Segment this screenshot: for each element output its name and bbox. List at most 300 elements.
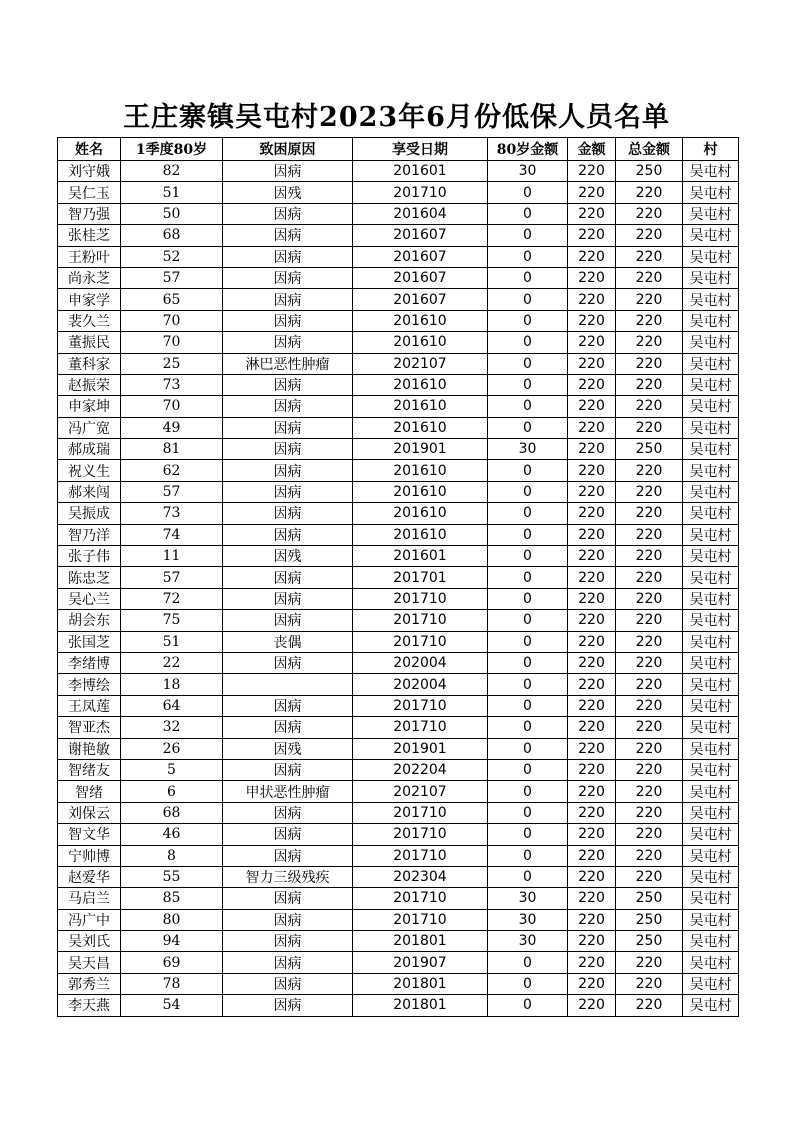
start-date-cell: 201710 — [353, 888, 488, 909]
name-cell: 陈忠芝 — [58, 567, 121, 588]
header-start-date: 享受日期 — [353, 138, 488, 161]
reason-cell: 因病 — [223, 931, 353, 952]
table-row — [58, 203, 739, 224]
amount-cell: 220 — [568, 503, 616, 524]
start-date-cell: 201710 — [353, 845, 488, 866]
village-cell: 吴屯村 — [683, 460, 739, 481]
amount-cell: 220 — [568, 203, 616, 224]
table-row — [58, 781, 739, 802]
reason-cell: 因病 — [223, 503, 353, 524]
name-cell: 吴心兰 — [58, 588, 121, 609]
village-cell: 吴屯村 — [683, 503, 739, 524]
village-cell: 吴屯村 — [683, 759, 739, 780]
name-cell: 郝成瑞 — [58, 439, 121, 460]
village-cell: 吴屯村 — [683, 888, 739, 909]
amount-cell: 220 — [568, 610, 616, 631]
total-cell: 220 — [616, 952, 683, 973]
start-date-cell: 201607 — [353, 289, 488, 310]
village-cell: 吴屯村 — [683, 310, 739, 331]
eighty-amount-cell: 30 — [488, 161, 568, 182]
table-row — [58, 439, 739, 460]
amount-cell: 220 — [568, 952, 616, 973]
total-cell: 220 — [616, 631, 683, 652]
amount-cell: 220 — [568, 182, 616, 203]
eighty-amount-cell: 0 — [488, 203, 568, 224]
eighty-amount-cell: 30 — [488, 909, 568, 930]
name-cell: 吴刘氏 — [58, 931, 121, 952]
eighty-amount-cell: 0 — [488, 396, 568, 417]
eighty-amount-cell: 0 — [488, 225, 568, 246]
table-row — [58, 524, 739, 545]
reason-cell: 丧偶 — [223, 631, 353, 652]
table-row — [58, 952, 739, 973]
total-cell: 220 — [616, 374, 683, 395]
start-date-cell: 201801 — [353, 973, 488, 994]
table-row — [58, 759, 739, 780]
start-date-cell: 201610 — [353, 417, 488, 438]
table-row — [58, 396, 739, 417]
amount-cell: 220 — [568, 225, 616, 246]
name-cell: 智绪友 — [58, 759, 121, 780]
village-cell: 吴屯村 — [683, 931, 739, 952]
amount-cell: 220 — [568, 396, 616, 417]
amount-cell: 220 — [568, 866, 616, 887]
header-age: 1季度80岁 — [121, 138, 223, 161]
total-cell: 220 — [616, 781, 683, 802]
total-cell: 220 — [616, 310, 683, 331]
village-cell: 吴屯村 — [683, 567, 739, 588]
village-cell: 吴屯村 — [683, 396, 739, 417]
table-row — [58, 374, 739, 395]
start-date-cell: 201710 — [353, 631, 488, 652]
start-date-cell: 202107 — [353, 781, 488, 802]
header-amount: 金额 — [568, 138, 616, 161]
header-village: 村 — [683, 138, 739, 161]
name-cell: 裴久兰 — [58, 310, 121, 331]
total-cell: 220 — [616, 973, 683, 994]
table-row — [58, 888, 739, 909]
table-row — [58, 652, 739, 673]
eighty-amount-cell: 0 — [488, 310, 568, 331]
start-date-cell: 202204 — [353, 759, 488, 780]
amount-cell: 220 — [568, 781, 616, 802]
header-reason: 致困原因 — [223, 138, 353, 161]
start-date-cell: 201901 — [353, 439, 488, 460]
name-cell: 赵振荣 — [58, 374, 121, 395]
reason-cell: 因病 — [223, 588, 353, 609]
name-cell: 吴仁玉 — [58, 182, 121, 203]
village-cell: 吴屯村 — [683, 652, 739, 673]
total-cell: 250 — [616, 439, 683, 460]
village-cell: 吴屯村 — [683, 845, 739, 866]
eighty-amount-cell: 0 — [488, 738, 568, 759]
age-cell: 68 — [121, 802, 223, 823]
age-cell: 70 — [121, 396, 223, 417]
table-row — [58, 717, 739, 738]
eighty-amount-cell: 0 — [488, 182, 568, 203]
table-row — [58, 674, 739, 695]
name-cell: 王凤莲 — [58, 695, 121, 716]
eighty-amount-cell: 0 — [488, 289, 568, 310]
total-cell: 220 — [616, 460, 683, 481]
village-cell: 吴屯村 — [683, 674, 739, 695]
total-cell: 220 — [616, 824, 683, 845]
table-row — [58, 310, 739, 331]
table-row — [58, 182, 739, 203]
eighty-amount-cell: 0 — [488, 952, 568, 973]
amount-cell: 220 — [568, 802, 616, 823]
age-cell: 70 — [121, 332, 223, 353]
reason-cell: 淋巴恶性肿瘤 — [223, 353, 353, 374]
total-cell: 220 — [616, 396, 683, 417]
name-cell: 谢艳敏 — [58, 738, 121, 759]
name-cell: 张子伟 — [58, 546, 121, 567]
header-name: 姓名 — [58, 138, 121, 161]
total-cell: 220 — [616, 588, 683, 609]
total-cell: 220 — [616, 717, 683, 738]
total-cell: 220 — [616, 995, 683, 1016]
age-cell: 85 — [121, 888, 223, 909]
village-cell: 吴屯村 — [683, 824, 739, 845]
eighty-amount-cell: 0 — [488, 781, 568, 802]
age-cell: 22 — [121, 652, 223, 673]
table-row — [58, 995, 739, 1016]
age-cell: 65 — [121, 289, 223, 310]
reason-cell: 因病 — [223, 824, 353, 845]
village-cell: 吴屯村 — [683, 588, 739, 609]
village-cell: 吴屯村 — [683, 246, 739, 267]
amount-cell: 220 — [568, 289, 616, 310]
age-cell: 54 — [121, 995, 223, 1016]
eighty-amount-cell: 0 — [488, 866, 568, 887]
age-cell: 5 — [121, 759, 223, 780]
total-cell: 220 — [616, 289, 683, 310]
reason-cell: 因病 — [223, 888, 353, 909]
name-cell: 赵爱华 — [58, 866, 121, 887]
reason-cell: 因病 — [223, 246, 353, 267]
start-date-cell: 201710 — [353, 717, 488, 738]
reason-cell: 因病 — [223, 524, 353, 545]
amount-cell: 220 — [568, 931, 616, 952]
name-cell: 董振民 — [58, 332, 121, 353]
table-row — [58, 738, 739, 759]
name-cell: 智亚杰 — [58, 717, 121, 738]
amount-cell: 220 — [568, 888, 616, 909]
village-cell: 吴屯村 — [683, 439, 739, 460]
name-cell: 申家学 — [58, 289, 121, 310]
start-date-cell: 201601 — [353, 161, 488, 182]
amount-cell: 220 — [568, 631, 616, 652]
age-cell: 62 — [121, 460, 223, 481]
reason-cell: 因病 — [223, 802, 353, 823]
amount-cell: 220 — [568, 374, 616, 395]
age-cell: 26 — [121, 738, 223, 759]
table-row — [58, 417, 739, 438]
reason-cell: 因病 — [223, 995, 353, 1016]
village-cell: 吴屯村 — [683, 417, 739, 438]
reason-cell: 因病 — [223, 332, 353, 353]
start-date-cell: 201710 — [353, 588, 488, 609]
eighty-amount-cell: 0 — [488, 717, 568, 738]
amount-cell: 220 — [568, 909, 616, 930]
total-cell: 220 — [616, 332, 683, 353]
table-row — [58, 353, 739, 374]
village-cell: 吴屯村 — [683, 161, 739, 182]
table-row — [58, 567, 739, 588]
name-cell: 智乃强 — [58, 203, 121, 224]
name-cell: 马启兰 — [58, 888, 121, 909]
amount-cell: 220 — [568, 738, 616, 759]
eighty-amount-cell: 30 — [488, 888, 568, 909]
village-cell: 吴屯村 — [683, 267, 739, 288]
start-date-cell: 201607 — [353, 225, 488, 246]
table-header-row — [58, 138, 739, 161]
amount-cell: 220 — [568, 652, 616, 673]
reason-cell: 因病 — [223, 695, 353, 716]
village-cell: 吴屯村 — [683, 481, 739, 502]
amount-cell: 220 — [568, 695, 616, 716]
start-date-cell: 201907 — [353, 952, 488, 973]
table-row — [58, 610, 739, 631]
age-cell: 64 — [121, 695, 223, 716]
village-cell: 吴屯村 — [683, 203, 739, 224]
table-row — [58, 802, 739, 823]
table-row — [58, 866, 739, 887]
eighty-amount-cell: 0 — [488, 695, 568, 716]
amount-cell: 220 — [568, 246, 616, 267]
eighty-amount-cell: 30 — [488, 931, 568, 952]
village-cell: 吴屯村 — [683, 332, 739, 353]
total-cell: 220 — [616, 652, 683, 673]
name-cell: 智文华 — [58, 824, 121, 845]
age-cell: 68 — [121, 225, 223, 246]
reason-cell: 因病 — [223, 439, 353, 460]
reason-cell: 因病 — [223, 845, 353, 866]
amount-cell: 220 — [568, 332, 616, 353]
table-row — [58, 631, 739, 652]
reason-cell: 智力三级残疾 — [223, 866, 353, 887]
age-cell: 80 — [121, 909, 223, 930]
table-row — [58, 845, 739, 866]
start-date-cell: 201601 — [353, 546, 488, 567]
village-cell: 吴屯村 — [683, 610, 739, 631]
total-cell: 220 — [616, 866, 683, 887]
name-cell: 张国芝 — [58, 631, 121, 652]
eighty-amount-cell: 0 — [488, 759, 568, 780]
recipient-table — [57, 137, 739, 1017]
reason-cell — [223, 674, 353, 695]
age-cell: 78 — [121, 973, 223, 994]
table-row — [58, 503, 739, 524]
start-date-cell: 201610 — [353, 503, 488, 524]
village-cell: 吴屯村 — [683, 909, 739, 930]
village-cell: 吴屯村 — [683, 973, 739, 994]
reason-cell: 因病 — [223, 374, 353, 395]
reason-cell: 因病 — [223, 652, 353, 673]
eighty-amount-cell: 0 — [488, 652, 568, 673]
age-cell: 73 — [121, 374, 223, 395]
village-cell: 吴屯村 — [683, 781, 739, 802]
name-cell: 胡会东 — [58, 610, 121, 631]
start-date-cell: 201604 — [353, 203, 488, 224]
eighty-amount-cell: 0 — [488, 610, 568, 631]
reason-cell: 因病 — [223, 225, 353, 246]
eighty-amount-cell: 0 — [488, 995, 568, 1016]
name-cell: 刘保云 — [58, 802, 121, 823]
name-cell: 吴振成 — [58, 503, 121, 524]
table-row — [58, 481, 739, 502]
total-cell: 220 — [616, 353, 683, 374]
amount-cell: 220 — [568, 161, 616, 182]
name-cell: 祝义生 — [58, 460, 121, 481]
total-cell: 250 — [616, 909, 683, 930]
name-cell: 王粉叶 — [58, 246, 121, 267]
start-date-cell: 201710 — [353, 695, 488, 716]
age-cell: 82 — [121, 161, 223, 182]
eighty-amount-cell: 0 — [488, 524, 568, 545]
table-row — [58, 824, 739, 845]
age-cell: 72 — [121, 588, 223, 609]
start-date-cell: 201710 — [353, 802, 488, 823]
age-cell: 57 — [121, 481, 223, 502]
age-cell: 57 — [121, 267, 223, 288]
name-cell: 冯广中 — [58, 909, 121, 930]
reason-cell: 因病 — [223, 289, 353, 310]
name-cell: 智绪 — [58, 781, 121, 802]
eighty-amount-cell: 30 — [488, 439, 568, 460]
start-date-cell: 201610 — [353, 332, 488, 353]
amount-cell: 220 — [568, 973, 616, 994]
reason-cell: 甲状恶性肿瘤 — [223, 781, 353, 802]
name-cell: 郝来闯 — [58, 481, 121, 502]
village-cell: 吴屯村 — [683, 995, 739, 1016]
table-row — [58, 225, 739, 246]
eighty-amount-cell: 0 — [488, 546, 568, 567]
age-cell: 11 — [121, 546, 223, 567]
reason-cell: 因病 — [223, 161, 353, 182]
page-title: 王庄寨镇吴屯村2023年6月份低保人员名单 — [123, 102, 670, 133]
age-cell: 32 — [121, 717, 223, 738]
table-row — [58, 695, 739, 716]
age-cell: 69 — [121, 952, 223, 973]
amount-cell: 220 — [568, 824, 616, 845]
amount-cell: 220 — [568, 845, 616, 866]
amount-cell: 220 — [568, 417, 616, 438]
eighty-amount-cell: 0 — [488, 503, 568, 524]
total-cell: 220 — [616, 182, 683, 203]
age-cell: 49 — [121, 417, 223, 438]
eighty-amount-cell: 0 — [488, 824, 568, 845]
name-cell: 李绪博 — [58, 652, 121, 673]
start-date-cell: 201607 — [353, 267, 488, 288]
total-cell: 220 — [616, 738, 683, 759]
total-cell: 220 — [616, 610, 683, 631]
reason-cell: 因病 — [223, 417, 353, 438]
table-row — [58, 931, 739, 952]
total-cell: 250 — [616, 161, 683, 182]
name-cell: 董科家 — [58, 353, 121, 374]
start-date-cell: 201701 — [353, 567, 488, 588]
eighty-amount-cell: 0 — [488, 353, 568, 374]
start-date-cell: 201610 — [353, 524, 488, 545]
total-cell: 220 — [616, 481, 683, 502]
eighty-amount-cell: 0 — [488, 845, 568, 866]
eighty-amount-cell: 0 — [488, 674, 568, 695]
village-cell: 吴屯村 — [683, 374, 739, 395]
age-cell: 94 — [121, 931, 223, 952]
reason-cell: 因病 — [223, 717, 353, 738]
age-cell: 52 — [121, 246, 223, 267]
name-cell: 宁帅博 — [58, 845, 121, 866]
name-cell: 李博绘 — [58, 674, 121, 695]
start-date-cell: 201801 — [353, 995, 488, 1016]
table-row — [58, 161, 739, 182]
total-cell: 220 — [616, 417, 683, 438]
total-cell: 250 — [616, 931, 683, 952]
age-cell: 55 — [121, 866, 223, 887]
table-row — [58, 973, 739, 994]
eighty-amount-cell: 0 — [488, 267, 568, 288]
table-body — [58, 161, 739, 1017]
total-cell: 220 — [616, 267, 683, 288]
name-cell: 冯广宽 — [58, 417, 121, 438]
total-cell: 220 — [616, 567, 683, 588]
eighty-amount-cell: 0 — [488, 374, 568, 395]
table-row — [58, 289, 739, 310]
total-cell: 220 — [616, 246, 683, 267]
eighty-amount-cell: 0 — [488, 802, 568, 823]
total-cell: 220 — [616, 203, 683, 224]
amount-cell: 220 — [568, 267, 616, 288]
start-date-cell: 201610 — [353, 460, 488, 481]
village-cell: 吴屯村 — [683, 738, 739, 759]
amount-cell: 220 — [568, 439, 616, 460]
age-cell: 18 — [121, 674, 223, 695]
village-cell: 吴屯村 — [683, 952, 739, 973]
total-cell: 220 — [616, 546, 683, 567]
eighty-amount-cell: 0 — [488, 481, 568, 502]
village-cell: 吴屯村 — [683, 717, 739, 738]
name-cell: 智乃洋 — [58, 524, 121, 545]
village-cell: 吴屯村 — [683, 524, 739, 545]
start-date-cell: 201610 — [353, 396, 488, 417]
eighty-amount-cell: 0 — [488, 332, 568, 353]
amount-cell: 220 — [568, 310, 616, 331]
age-cell: 6 — [121, 781, 223, 802]
reason-cell: 因病 — [223, 203, 353, 224]
header-total: 总金额 — [616, 138, 683, 161]
amount-cell: 220 — [568, 546, 616, 567]
total-cell: 220 — [616, 503, 683, 524]
total-cell: 220 — [616, 802, 683, 823]
name-cell: 李天燕 — [58, 995, 121, 1016]
table-row — [58, 267, 739, 288]
village-cell: 吴屯村 — [683, 695, 739, 716]
start-date-cell: 201710 — [353, 182, 488, 203]
table-row — [58, 332, 739, 353]
total-cell: 220 — [616, 759, 683, 780]
reason-cell: 因残 — [223, 182, 353, 203]
reason-cell: 因病 — [223, 909, 353, 930]
reason-cell: 因病 — [223, 267, 353, 288]
start-date-cell: 201710 — [353, 824, 488, 845]
start-date-cell: 202107 — [353, 353, 488, 374]
village-cell: 吴屯村 — [683, 353, 739, 374]
start-date-cell: 201801 — [353, 931, 488, 952]
age-cell: 51 — [121, 182, 223, 203]
village-cell: 吴屯村 — [683, 546, 739, 567]
start-date-cell: 201610 — [353, 310, 488, 331]
